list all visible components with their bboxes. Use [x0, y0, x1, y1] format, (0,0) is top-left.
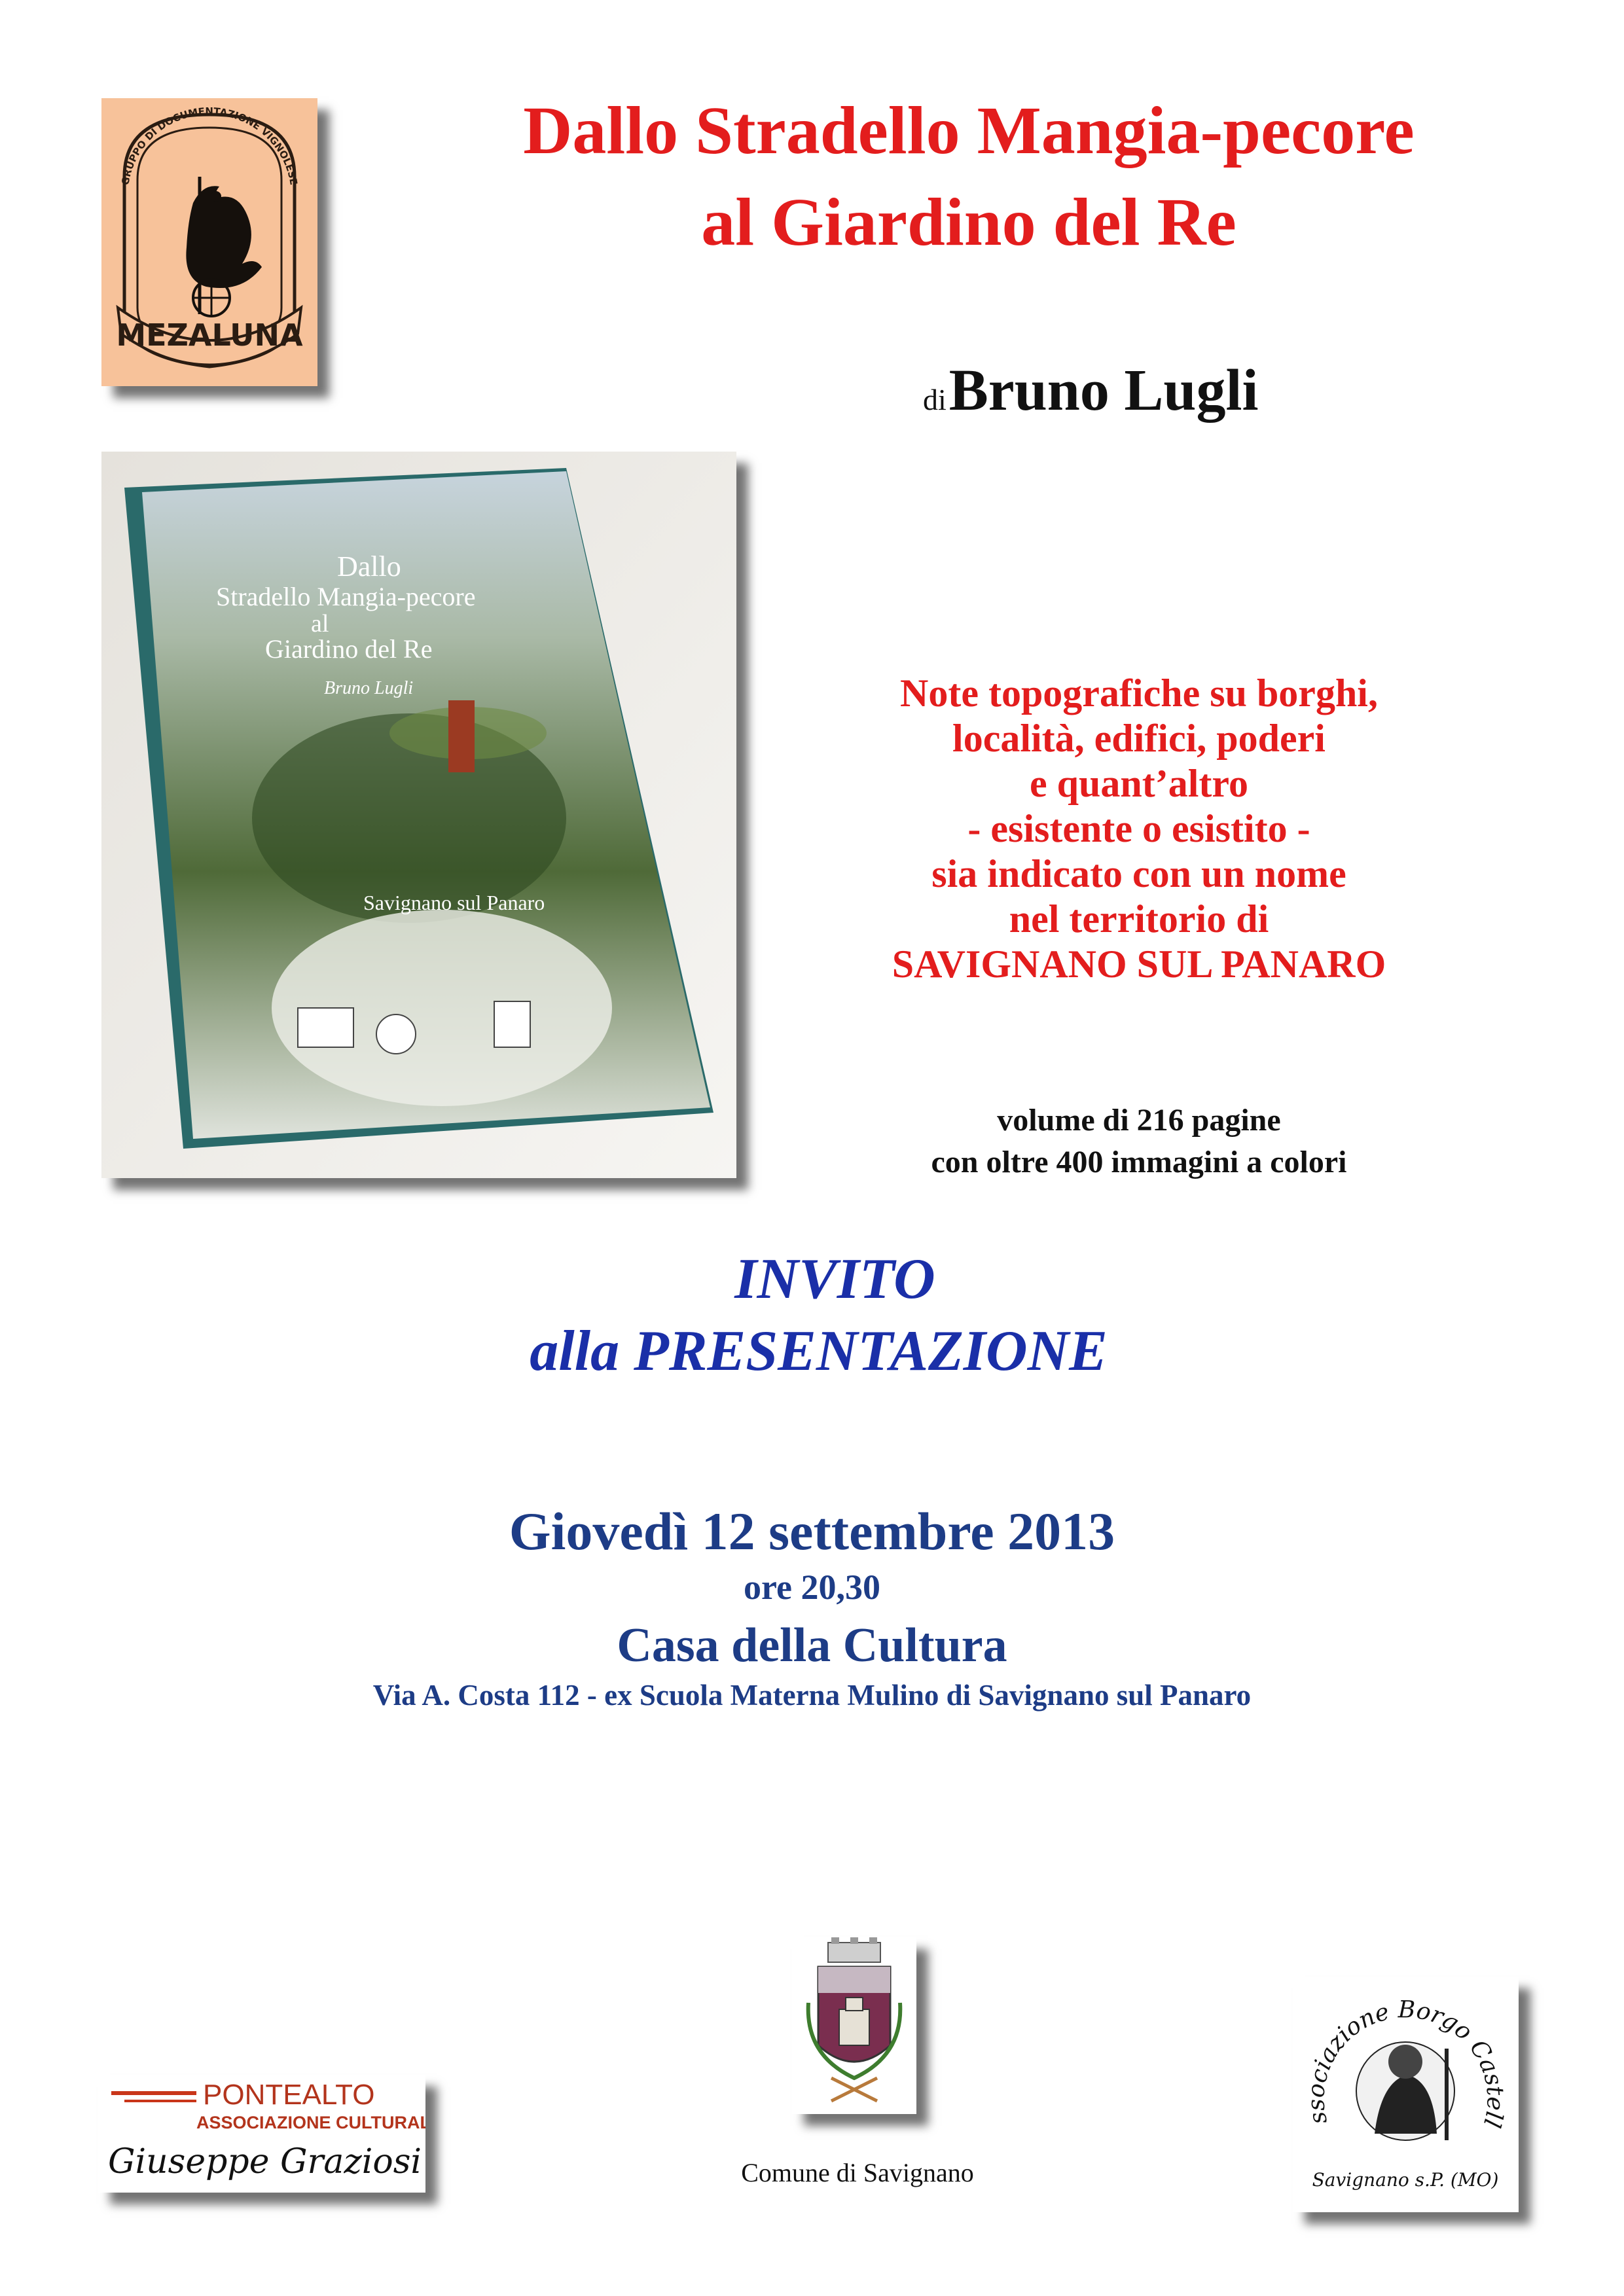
volume-images: con oltre 400 immagini a colori	[931, 1145, 1347, 1179]
description-line: e quant’altro	[1030, 762, 1248, 805]
svg-text:GRUPPO DI DOCUMENTAZIONE VIGNO: GRUPPO DI DOCUMENTAZIONE VIGNOLESE	[119, 105, 300, 187]
event-place: Casa della Cultura	[617, 1619, 1007, 1672]
book-cover-title-2: Stradello Mangia-pecore	[216, 582, 476, 611]
book-cover-place: Savignano sul Panaro	[363, 891, 545, 914]
coat-of-arms-icon	[792, 1937, 916, 2114]
description-line: sia indicato con un nome	[931, 852, 1346, 895]
poster-title	[367, 85, 1571, 268]
signature-graziosi: Giuseppe Graziosi	[108, 2142, 422, 2181]
volume-info	[766, 1100, 1512, 1183]
rooster-emblem-icon	[101, 98, 317, 386]
mezaluna-text: MEZALUNA	[116, 317, 303, 353]
description-line: - esistente o esistito -	[967, 807, 1310, 850]
pontealto-logo	[98, 2075, 425, 2193]
comune-caption: Comune di Savignano	[741, 2158, 974, 2187]
description-line: nel territorio di	[1009, 897, 1269, 941]
author-name: Bruno Lugli	[948, 358, 1259, 423]
invitation-line-2: alla PRESENTAZIONE	[530, 1319, 1108, 1383]
book-photo	[101, 452, 736, 1178]
comune-coat-of-arms	[792, 1937, 916, 2114]
event-address: Via A. Costa 112 - ex Scuola Materna Mulino di Savignano sul Panaro	[372, 1679, 1252, 1712]
book-cover-title-4: Giardino del Re	[265, 634, 433, 664]
invitation-line-1: INVITO	[734, 1247, 935, 1311]
borgo-castello-place: Savignano s.P. (MO)	[1312, 2169, 1499, 2191]
borgo-castello-logo	[1293, 1977, 1519, 2212]
svg-text:Associazione Borgo Castello: ssociazione Borgo Castell	[1303, 1996, 1509, 2131]
book-cover-author: Bruno Lugli	[324, 678, 414, 698]
book-cover-title-3: al	[311, 610, 329, 637]
book-image	[101, 452, 736, 1178]
pontealto-name: PONTEALTO	[203, 2079, 375, 2111]
event-date: Giovedì 12 settembre 2013	[509, 1501, 1115, 1561]
description-line: SAVIGNANO SUL PANARO	[892, 942, 1386, 986]
author-line	[923, 357, 1258, 424]
title-line-2: al Giardino del Re	[701, 185, 1236, 260]
mezaluna-logo	[101, 98, 317, 386]
borgo-castello-emblem-icon	[1293, 1977, 1519, 2212]
invitation-heading	[0, 1244, 1624, 1388]
pontealto-logo-icon	[98, 2075, 425, 2193]
author-prefix: di	[923, 383, 947, 416]
pontealto-subtitle: ASSOCIAZIONE CULTURALE	[196, 2113, 425, 2132]
book-cover-title-1: Dallo	[337, 550, 401, 583]
description-line: Note topografiche su borghi,	[900, 672, 1378, 715]
title-line-1: Dallo Stradello Mangia-pecore	[523, 93, 1415, 168]
book-description	[766, 671, 1512, 987]
event-time: ore 20,30	[744, 1568, 880, 1607]
volume-pages: volume di 216 pagine	[997, 1103, 1281, 1138]
description-line: località, edifici, poderi	[952, 717, 1326, 760]
